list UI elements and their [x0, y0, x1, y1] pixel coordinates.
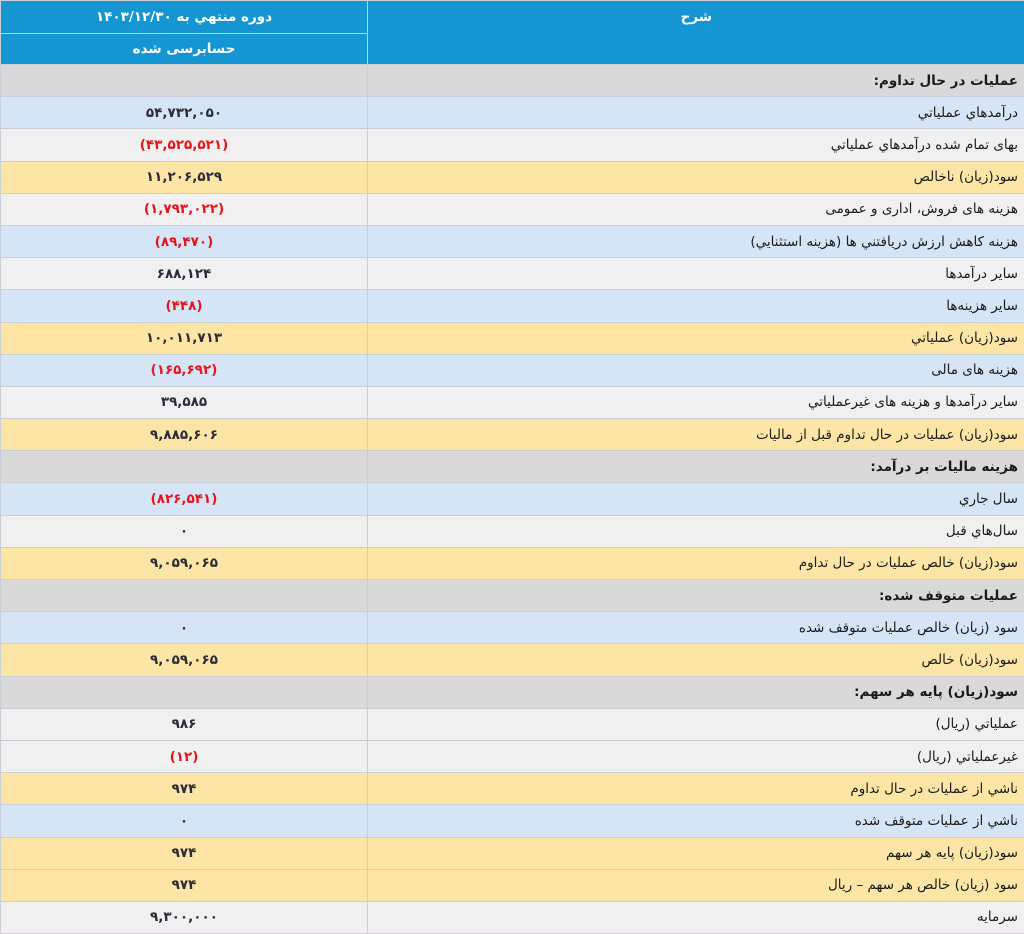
table-row [1, 612, 1024, 644]
section-header-row [1, 65, 1024, 97]
row-label: ساير هزينه‌ها [368, 290, 1024, 322]
row-value: ۹۸۶ [1, 708, 368, 740]
row-value: ۰ [1, 805, 368, 837]
description-column-header: شرح [368, 1, 1024, 65]
table-row [1, 193, 1024, 225]
row-label: عمليات متوقف شده: [368, 580, 1024, 612]
row-value: ۹۷۴ [1, 869, 368, 901]
row-value: ۶۸۸,۱۲۴ [1, 258, 368, 290]
row-label: سود(زيان) عمليات در حال تداوم قبل از ماليات [368, 419, 1024, 451]
table-row [1, 225, 1024, 257]
row-label: درآمدهاي عملياتي [368, 97, 1024, 129]
section-header-row [1, 676, 1024, 708]
row-value: ۱۰,۰۱۱,۷۱۳ [1, 322, 368, 354]
row-value: (۴۴۸) [1, 290, 368, 322]
row-label: سود(زيان) عملياتي [368, 322, 1024, 354]
table-row [1, 708, 1024, 740]
row-value [1, 580, 368, 612]
table-row [1, 901, 1024, 933]
table-row [1, 837, 1024, 869]
table-row [1, 322, 1024, 354]
row-value: (۸۲۶,۵۴۱) [1, 483, 368, 515]
table-row [1, 805, 1024, 837]
row-value: ۵۴,۷۳۲,۰۵۰ [1, 97, 368, 129]
row-value [1, 65, 368, 97]
header-row [1, 1, 1024, 34]
row-label: سال جاري [368, 483, 1024, 515]
row-value: ۹,۰۵۹,۰۶۵ [1, 547, 368, 579]
table-row [1, 258, 1024, 290]
table-row [1, 515, 1024, 547]
row-value [1, 451, 368, 483]
table-row [1, 483, 1024, 515]
row-value: ۹,۰۵۹,۰۶۵ [1, 644, 368, 676]
table-row [1, 773, 1024, 805]
table-row [1, 161, 1024, 193]
table-row [1, 419, 1024, 451]
section-header-row [1, 580, 1024, 612]
table-row [1, 386, 1024, 418]
row-label: هزينه کاهش ارزش دريافتني ها (هزينه استثنايي) [368, 225, 1024, 257]
row-value: ۹۷۴ [1, 837, 368, 869]
row-label: سود(زيان) خالص [368, 644, 1024, 676]
row-value: (۴۳,۵۲۵,۵۲۱) [1, 129, 368, 161]
row-value: (۱۶۵,۶۹۲) [1, 354, 368, 386]
table-row [1, 869, 1024, 901]
section-header-row [1, 451, 1024, 483]
row-label: سود (زيان) خالص عمليات متوقف شده [368, 612, 1024, 644]
table-row [1, 547, 1024, 579]
row-value: ۹۷۴ [1, 773, 368, 805]
row-value: ۹,۸۸۵,۶۰۶ [1, 419, 368, 451]
row-label: سرمايه [368, 901, 1024, 933]
table-row [1, 129, 1024, 161]
row-label: هزينه ماليات بر درآمد: [368, 451, 1024, 483]
row-label: ناشي از عمليات در حال تداوم [368, 773, 1024, 805]
row-label: ساير درآمدها [368, 258, 1024, 290]
row-label: سود(زيان) خالص عمليات در حال تداوم [368, 547, 1024, 579]
row-value: ۹,۳۰۰,۰۰۰ [1, 901, 368, 933]
row-value: ۰ [1, 612, 368, 644]
period-column-header: دوره منتهي به ۱۴۰۳/۱۲/۳۰ [1, 1, 368, 34]
row-value: ۰ [1, 515, 368, 547]
row-value [1, 676, 368, 708]
row-value: (۸۹,۴۷۰) [1, 225, 368, 257]
row-label: سود(زيان) پايه هر سهم: [368, 676, 1024, 708]
row-label: عمليات در حال تداوم: [368, 65, 1024, 97]
row-label: بهاى تمام شده درآمدهاي عملياتي [368, 129, 1024, 161]
table-row [1, 644, 1024, 676]
row-label: هزينه هاى فروش، اداری و عمومی [368, 193, 1024, 225]
row-label: سود(زيان) ناخالص [368, 161, 1024, 193]
row-label: هزينه هاى مالى [368, 354, 1024, 386]
row-value: (۱,۷۹۳,۰۲۲) [1, 193, 368, 225]
row-label: عملياتي (ريال) [368, 708, 1024, 740]
row-label: ساير درآمدها و هزينه هاى غيرعملياتي [368, 386, 1024, 418]
row-label: غيرعملياتي (ريال) [368, 740, 1024, 772]
row-value: ۳۹,۵۸۵ [1, 386, 368, 418]
table-row [1, 97, 1024, 129]
row-label: سال‌هاي قبل [368, 515, 1024, 547]
row-label: ناشي از عمليات متوقف شده [368, 805, 1024, 837]
row-label: سود (زيان) خالص هر سهم – ريال [368, 869, 1024, 901]
row-value: (۱۲) [1, 740, 368, 772]
table-row [1, 740, 1024, 772]
row-label: سود(زيان) پايه هر سهم [368, 837, 1024, 869]
table-row [1, 290, 1024, 322]
row-value: ۱۱,۲۰۶,۵۲۹ [1, 161, 368, 193]
table-row [1, 354, 1024, 386]
audit-status-header: حسابرسی شده [1, 34, 368, 65]
